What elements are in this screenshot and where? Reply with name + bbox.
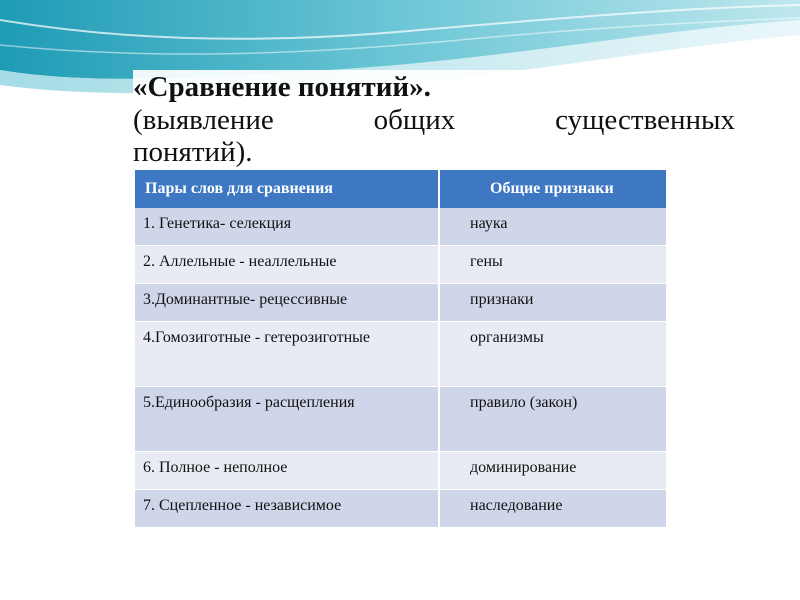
table-row (135, 246, 666, 284)
slide-title: «Сравнение понятий». (133, 71, 431, 103)
slide-subtitle-line1: (выявление общих существенных (133, 104, 735, 136)
header-word-pairs: Пары слов для сравнения (135, 170, 439, 208)
cell-common: правило (закон) (439, 387, 666, 452)
cell-pair: 1. Генетика- селекция (135, 208, 439, 246)
table-row (135, 387, 666, 452)
cell-pair: 6. Полное - неполное (135, 452, 439, 490)
table-row (135, 284, 666, 322)
table-header-row (135, 170, 666, 208)
cell-pair: 3.Доминантные- рецессивные (135, 284, 439, 322)
table-row (135, 452, 666, 490)
cell-common: наследование (439, 490, 666, 528)
cell-common: признаки (439, 284, 666, 322)
cell-common: организмы (439, 322, 666, 387)
title-block (133, 70, 735, 168)
table-row (135, 208, 666, 246)
cell-pair: 4.Гомозиготные - гетерозиготные (135, 322, 439, 387)
cell-common: доминирование (439, 452, 666, 490)
comparison-table (135, 170, 666, 528)
table-row (135, 322, 666, 387)
cell-common: наука (439, 208, 666, 246)
cell-pair: 7. Сцепленное - независимое (135, 490, 439, 528)
table-row (135, 490, 666, 528)
cell-pair: 2. Аллельные - неаллельные (135, 246, 439, 284)
header-common-features: Общие признаки (439, 170, 666, 208)
cell-common: гены (439, 246, 666, 284)
cell-pair: 5.Единообразия - расщепления (135, 387, 439, 452)
slide-subtitle-line2: понятий). (133, 136, 253, 168)
